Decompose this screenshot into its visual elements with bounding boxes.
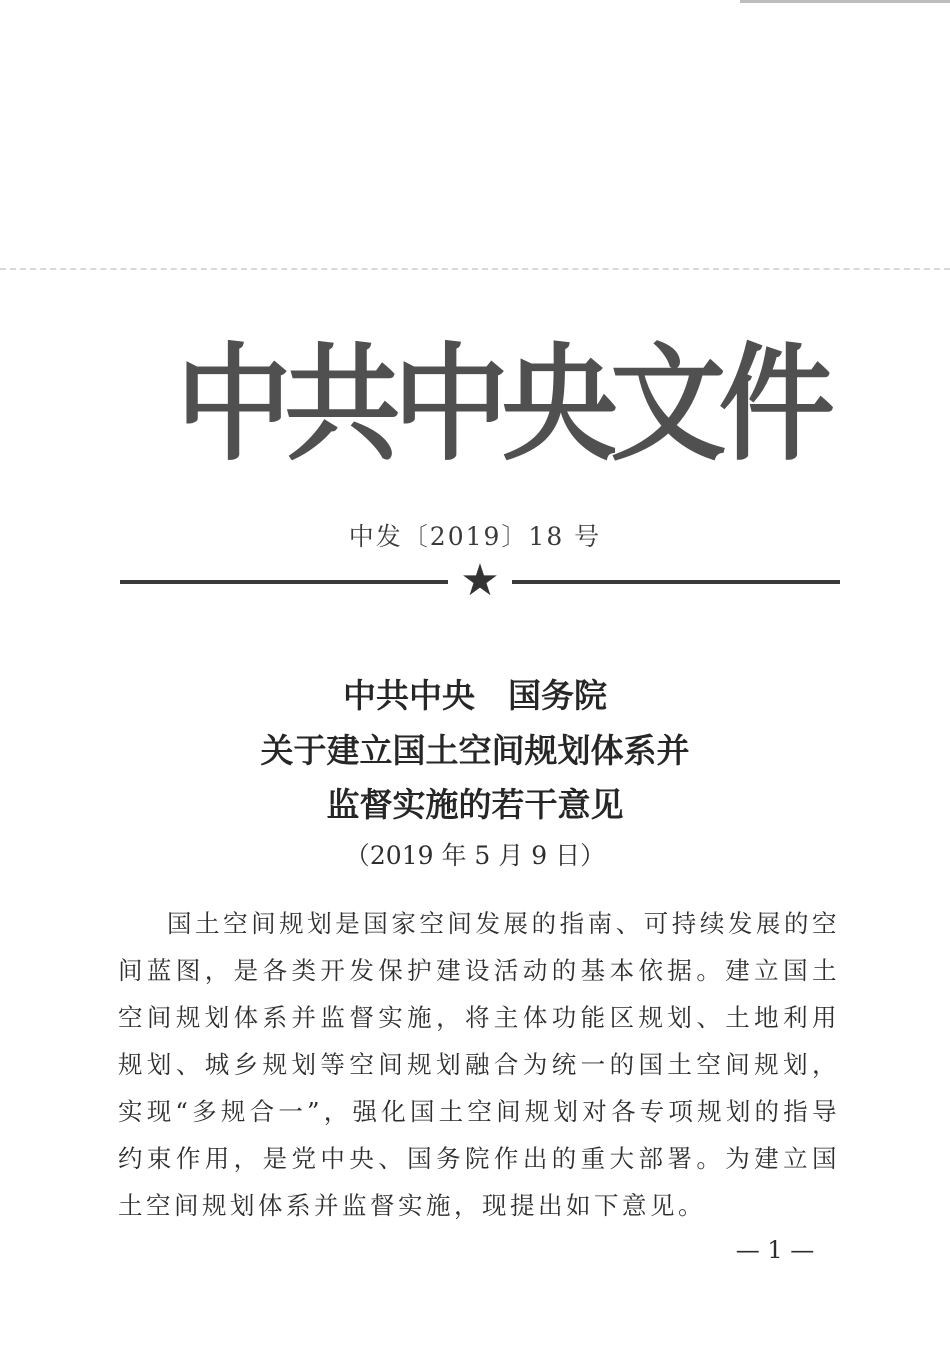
scan-edge-line	[740, 0, 950, 3]
separator-rule-left	[120, 580, 448, 584]
document-date: （2019 年 5 月 9 日）	[344, 841, 606, 870]
title-line-3: 监督实施的若干意见	[326, 785, 624, 824]
document-masthead: 中共中央文件	[176, 331, 828, 478]
document-number: 中发〔2019〕18 号	[348, 522, 602, 551]
title-line-2: 关于建立国土空间规划体系并	[260, 731, 690, 770]
star-icon: ★	[460, 555, 500, 606]
body-paragraph: 国土空间规划是国家空间发展的指南、可持续发展的空间蓝图，是各类开发保护建设活动的基本依据。建立国土空间规划体系并监督实施，将主体功能区规划、土地利用规划、城乡规划等空间规划融合为统一的国土空间规划，实现“多规合一”，强化国土空间规划对各专项规划的指导约束作用，是党中央、国务院作出的重大部署。为建立国土空间规划体系并监督实施，现提出如下意见。	[118, 909, 840, 1220]
separator-rule-right	[512, 580, 840, 584]
page-number: — 1 —	[735, 1236, 815, 1264]
title-line-1: 中共中央 国务院	[343, 676, 607, 715]
fold-line	[0, 268, 950, 270]
